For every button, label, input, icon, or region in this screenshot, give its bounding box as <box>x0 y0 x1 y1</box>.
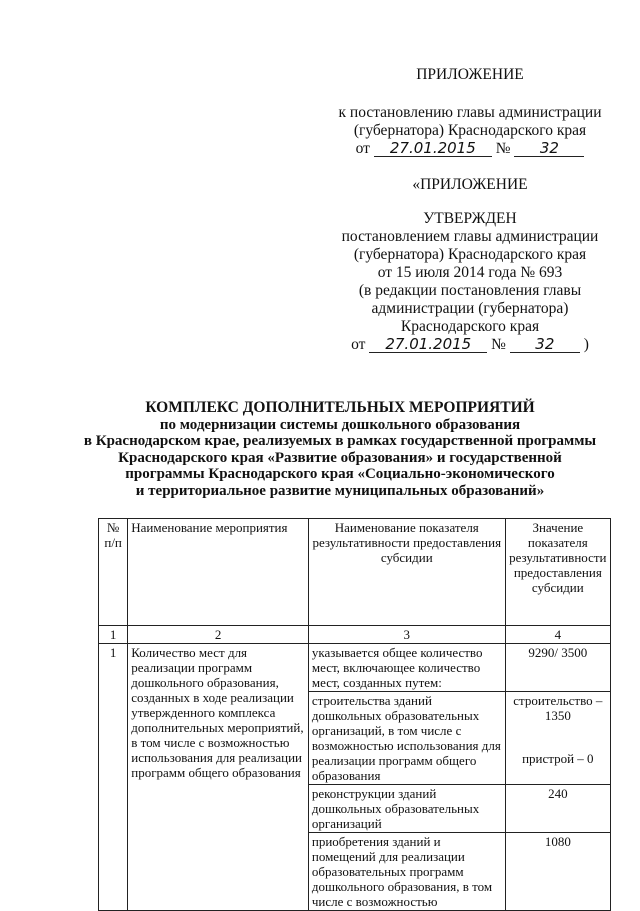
annex-title: «ПРИЛОЖЕНИЕ <box>412 176 528 193</box>
column-numbers-row <box>99 626 611 644</box>
table-header-row <box>99 519 611 626</box>
approved-line: от 15 июля 2014 года № 693 <box>377 264 563 281</box>
column-number: 3 <box>308 626 505 644</box>
row-num: 1 <box>99 644 128 911</box>
approved-line: (губернатора) Краснодарского края <box>353 246 587 263</box>
resolution-line: (губернатора) Краснодарского края <box>353 122 587 139</box>
close-paren: ) <box>583 336 589 353</box>
sub-value-secondary: пристрой – 0 <box>522 751 594 766</box>
row-measure: Количество мест для реализации программ дошкольного образования, созданных в ходе реализации утвержденного комплекса дополнительных мероприятий, в том числе с возможностью использования для реализации программ общего образования <box>128 644 309 911</box>
resolution-line: к постановлению главы администрации <box>338 104 602 121</box>
sub-value: строительство – 1350 <box>513 693 603 723</box>
column-number: 1 <box>99 626 128 644</box>
handwritten-date: 27.01.2015 <box>369 337 487 353</box>
title-line: по модернизации системы дошкольного образования <box>159 416 521 433</box>
header-value: Значение показателя результативности предоставления субсидии <box>505 519 610 626</box>
header-num: № п/п <box>99 519 128 626</box>
sub-value-cell <box>505 692 610 785</box>
header-indicator: Наименование показателя результативности предоставления субсидии <box>308 519 505 626</box>
sub-indicator: строительства зданий дошкольных образовательных организаций, в том числе с возможностью использования для реализации программ общего образования <box>308 692 505 785</box>
number-prefix: № <box>495 140 511 157</box>
document-title <box>60 400 620 499</box>
sub-indicator: приобретения зданий и помещений для реализации образовательных программ дошкольного образования, в том числе с возможностью <box>308 833 505 911</box>
approved-line: (в редакции постановления главы <box>358 282 582 299</box>
appendix-title: ПРИЛОЖЕНИЕ <box>416 66 524 83</box>
number-prefix: № <box>491 336 506 353</box>
title-line: программы Краснодарского края «Социально-экономического <box>125 466 555 482</box>
resolution-date-line <box>330 140 610 158</box>
handwritten-number: 32 <box>514 141 584 157</box>
handwritten-date: 27.01.2015 <box>374 141 492 157</box>
approved-line: администрации (губернатора) <box>371 300 569 317</box>
date-prefix: от <box>351 336 366 353</box>
approved-date-line <box>330 336 610 354</box>
approved-line: постановлением главы администрации <box>341 228 599 245</box>
sub-indicator: указывается общее количество мест, включающее количество мест, созданных путем: <box>308 644 505 692</box>
column-number: 4 <box>505 626 610 644</box>
column-number: 2 <box>128 626 309 644</box>
title-line: Краснодарского края «Развитие образования» и государственной <box>118 449 562 466</box>
table-row <box>99 644 611 692</box>
sub-value: 1080 <box>505 833 610 911</box>
sub-value: 9290/ 3500 <box>505 644 610 692</box>
appendix-header <box>330 66 610 84</box>
approved-line: Краснодарского края <box>400 318 540 335</box>
header-measure: Наименование мероприятия <box>128 519 309 626</box>
measures-table <box>98 518 611 911</box>
title-line: КОМПЛЕКС ДОПОЛНИТЕЛЬНЫХ МЕРОПРИЯТИЙ <box>145 399 535 416</box>
resolution-reference <box>330 104 610 158</box>
title-line: в Краснодарском крае, реализуемых в рамках государственной программы <box>83 433 597 449</box>
approval-block <box>330 210 610 354</box>
handwritten-number: 32 <box>510 337 580 353</box>
approved-title: УТВЕРЖДЕН <box>423 210 517 227</box>
sub-value: 240 <box>505 785 610 833</box>
sub-indicator: реконструкции зданий дошкольных образовательных организаций <box>308 785 505 833</box>
title-line: и территориальное развитие муниципальных образований» <box>135 482 545 499</box>
date-prefix: от <box>355 140 370 157</box>
